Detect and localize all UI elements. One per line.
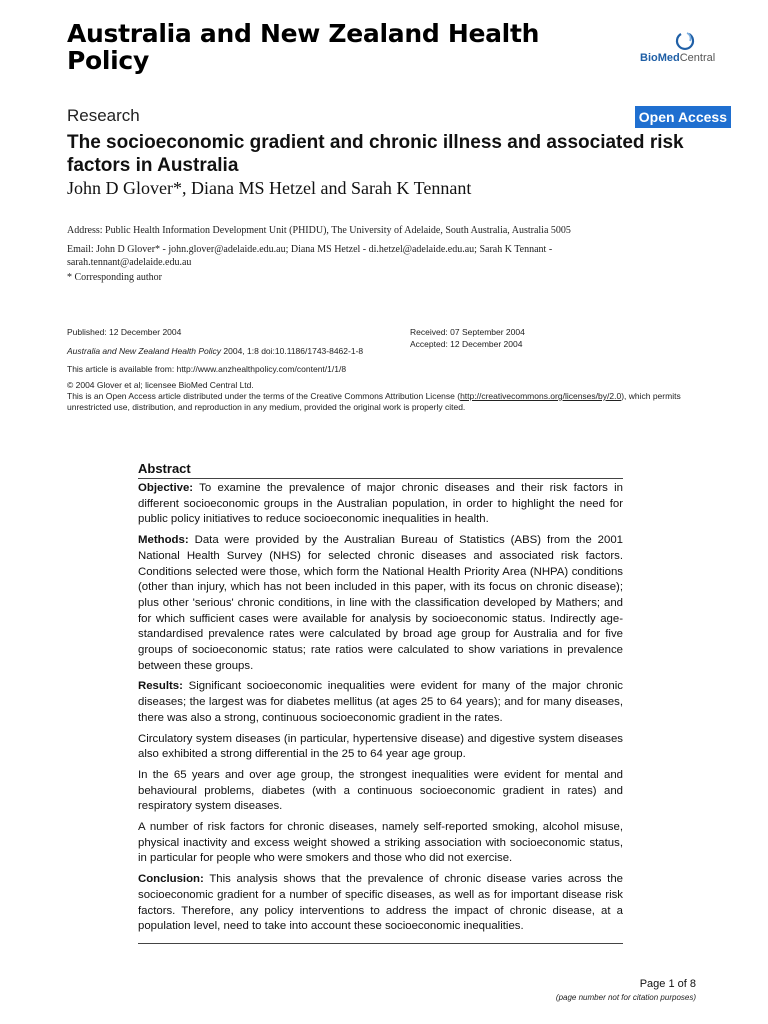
objective-label: Objective: (138, 482, 194, 494)
license-link[interactable]: http://creativecommons.org/licenses/by/2.0 (460, 391, 622, 401)
abstract-risk-factors: A number of risk factors for chronic diseases, namely self-reported smoking, alcohol misuse, physical inactivity and excess weight showed a striking association with socioeconomic status, in particular for people who were smokers and those who did not exercise. (138, 821, 623, 865)
abstract-body (138, 481, 623, 935)
abstract-section (138, 461, 623, 944)
abstract-divider (138, 943, 623, 944)
received-date: Received: 07 September 2004 (410, 327, 525, 337)
received-accepted-dates (410, 326, 525, 350)
abstract-results (138, 679, 623, 726)
logo-arc-icon (673, 32, 697, 52)
citation-journal-name: Australia and New Zealand Health Policy (67, 346, 222, 356)
journal-citation (67, 345, 363, 357)
license-text-end: ), which permits unrestricted use, distribution, and reproduction in any medium, provided the original work is properly cited. (67, 391, 681, 412)
logo-bio-text: BioMed (640, 52, 680, 64)
abstract-conclusion (138, 872, 623, 935)
abstract-heading: Abstract (138, 461, 623, 479)
abstract-65-years: In the 65 years and over age group, the strongest inequalities were evident for mental and behavioural problems, diabetes (with a continuous socioeconomic gradient in rates) and respiratory system diseases. (138, 768, 623, 813)
results-label: Results: (138, 680, 183, 693)
article-section: Research (67, 106, 140, 125)
logo-wordmark (640, 52, 715, 64)
article-availability: This article is available from: http://www.anzhealthpolicy.com/content/1/1/8 (67, 364, 347, 374)
accepted-date: Accepted: 12 December 2004 (410, 339, 523, 349)
article-title: The socioeconomic gradient and chronic illness and associated risk factors in Australia (67, 132, 684, 176)
abstract-circulatory: Circulatory system diseases (in particular, hypertensive disease) and digestive system diseases also exhibited a strong differential in the 25 to 64 year age group. (138, 732, 623, 761)
corresponding-author-note: * Corresponding author (67, 272, 162, 283)
abstract-objective (138, 481, 623, 528)
license-block (67, 380, 697, 413)
methods-label: Methods: (138, 534, 189, 547)
author-emails: Email: John D Glover* - john.glover@adelaide.edu.au; Diana MS Hetzel - di.hetzel@adelaide.edu.au; Sarah K Tennant - sarah.tennant@adelaide.edu.au (67, 244, 553, 268)
author-address: Address: Public Health Information Development Unit (PHIDU), The University of Adelaide, South Australia, Australia 5005 (67, 225, 571, 236)
published-date: Published: 12 December 2004 (67, 327, 182, 337)
copyright-line: © 2004 Glover et al; licensee BioMed Central Ltd. (67, 380, 254, 390)
objective-text: To examine the prevalence of major chronic diseases and their risk factors in different socioeconomic groups in the Australian population, in order to highlight the need for public policy initiatives to reduce socioeconomic inequalities in health. (138, 482, 623, 526)
page-number: Page 1 of 8 (639, 978, 696, 990)
conclusion-label: Conclusion: (138, 873, 204, 886)
page-number-note: (page number not for citation purposes) (555, 993, 696, 1002)
conclusion-text: This analysis shows that the prevalence of chronic disease varies across the socioeconomic gradient for a number of specific diseases, as well as for important disease risk factors. Therefore, any policy interventions to address the impact of chronic disease, at a population level, need to take into account these socioeconomic inequalities. (138, 873, 623, 933)
biomed-central-logo (636, 32, 736, 68)
methods-text: Data were provided by the Australian Bureau of Statistics (ABS) from the 2001 National Health Survey (NHS) for selected chronic diseases and associated risk factors. Conditions selected were those, which form the National Health Priority Area (NHPA) conditions (other than injury, which has not been included in this paper, with its focus on chronic disease); plus other 'serious' chronic conditions, in line with the classification developed by Mathers; and for which sufficient cases were available for analysis by socioeconomic status. Indirectly age-standardised prevalence rates were calculated by broad age group for Australia and for five groups of socioeconomic status; rate ratios were calculated to show variations in prevalence between these groups. (138, 534, 623, 672)
journal-title: Australia and New Zealand Health Policy (67, 19, 540, 75)
citation-volume-doi: 2004, 1:8 doi:10.1186/1743-8462-1-8 (221, 346, 364, 356)
results-text: Significant socioeconomic inequalities were evident for many of the major chronic diseases; the largest was for diabetes mellitus (at ages 25 to 64 years); and for many diseases, there was also a strong, continuous socioeconomic gradient in the rates. (138, 680, 623, 724)
logo-central-text: Central (679, 52, 716, 64)
author-list: John D Glover*, Diana MS Hetzel and Sarah K Tennant (67, 178, 472, 198)
abstract-methods (138, 533, 623, 674)
license-text-start: This is an Open Access article distributed under the terms of the Creative Commons Attribution License ( (67, 391, 461, 401)
license-text (67, 391, 697, 413)
open-access-badge: Open Access (635, 106, 731, 128)
